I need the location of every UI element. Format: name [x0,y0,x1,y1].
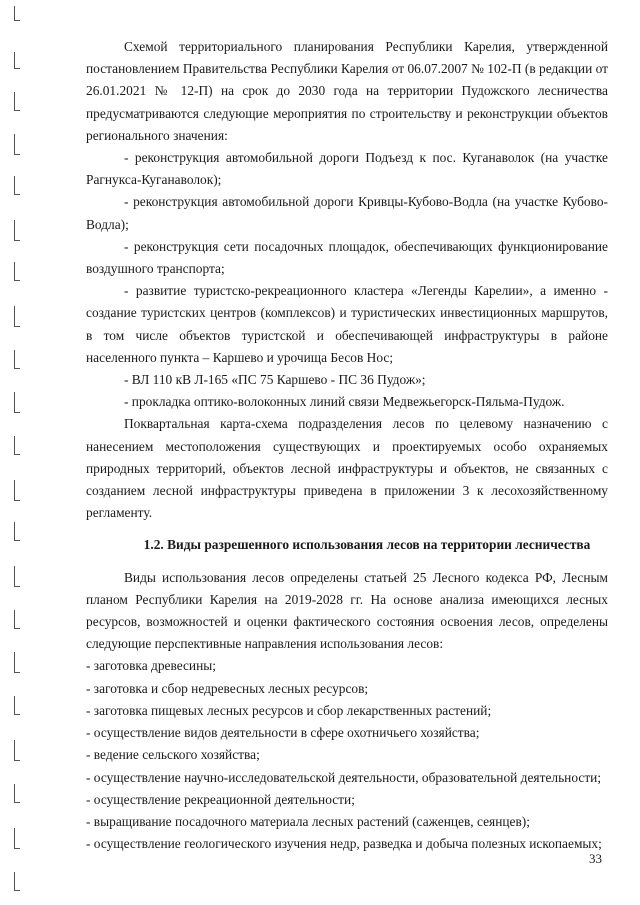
binding-mark [14,784,20,803]
list-item: - осуществление геологического изучения недр, разведка и добыча полезных ископаемых; [86,836,602,852]
page-number: 33 [589,851,602,866]
binding-mark [14,262,20,281]
binding-mark [14,610,20,629]
binding-marks [0,0,40,905]
list-item: - выращивание посадочного материала лесных растений (саженцев, сеянцев); [86,813,530,829]
document-body [86,36,608,855]
binding-mark [14,872,20,891]
list-item: - осуществление научно-исследовательской деятельности, образовательной деятельности; [86,769,602,785]
binding-mark [14,176,20,195]
list-item: - осуществление видов деятельности в сфере охотничьего хозяйства; [86,725,480,741]
list-item: - ведение сельского хозяйства; [86,747,260,763]
measure-item: - реконструкция автомобильной дороги Подъезд к пос. Куганаволок (на участке Рагнукса-Куганаволок); [86,150,608,188]
forest-use-list [86,655,608,855]
binding-mark [14,566,20,587]
binding-mark [14,392,20,413]
binding-mark [14,6,20,21]
section-heading: 1.2. Виды разрешенного использования лесов на территории лесничества [143,537,591,553]
intro-paragraph: Схемой территориального планирования Республики Карелия, утвержденной постановлением Правительства Республики Карелия от 06.07.2007 № 102-П (в редакции от 26.01.2021 № 12-П) на срок до 2030 года на территории Пудожского лесничества предусматриваются следующие мероприятия по строительству и реконструкции объектов регионального значения: [86,39,608,143]
binding-mark [14,696,20,715]
binding-mark [14,828,20,849]
measure-item: - прокладка оптико-волоконных линий связи Медвежьегорск-Пяльма-Пудож. [124,394,565,410]
measure-item: - реконструкция автомобильной дороги Кривцы-Кубово-Водла (на участке Кубово-Водла); [86,194,608,232]
list-item: - заготовка и сбор недревесных лесных ресурсов; [86,680,369,696]
section-intro-paragraph: Виды использования лесов определены статьей 25 Лесного кодекса РФ, Лесным планом Республики Карелия на 2019-2028 гг. На основе анализа имеющихся лесных ресурсов, возможностей и оценки фактического состояния освоения лесов, определены следующие перспективные направления использования лесов: [86,569,608,652]
binding-mark [14,522,20,541]
binding-mark [14,480,20,501]
list-item: - заготовка древесины; [86,658,216,674]
binding-mark [14,92,20,111]
measure-item: - реконструкция сети посадочных площадок, обеспечивающих функционирование воздушного транспорта; [86,238,608,277]
binding-mark [14,740,20,761]
binding-mark [14,52,20,69]
measure-item: - ВЛ 110 кВ Л-165 «ПС 75 Каршево - ПС 36 Пудож»; [124,372,426,388]
list-item: - заготовка пищевых лесных ресурсов и сбор лекарственных растений; [86,702,492,718]
list-item: - осуществление рекреационной деятельности; [86,791,355,807]
binding-mark [14,350,20,369]
binding-mark [14,306,20,327]
binding-mark [14,134,20,155]
map-note-paragraph: Поквартальная карта-схема подразделения лесов по целевому назначению с нанесением местоположения существующих и проектируемых особо охраняемых природных территорий, объектов лесной инфраструктуры и объектов, не связанных с созданием лесной инфраструктуры приведена в приложении 3 к лесохозяйственному регламенту. [86,416,608,521]
binding-mark [14,436,20,455]
binding-mark [14,220,20,241]
measure-item: - развитие туристско-рекреационного кластера «Легенды Карелии», а именно - создание туристских центров (комплексов) и туристических инвестиционных маршрутов, в том числе объектов туристской и обеспечивающей инфраструктуры в районе населенного пункта – Каршево и урочища Бесов Нос; [86,283,608,365]
binding-mark [14,652,20,673]
